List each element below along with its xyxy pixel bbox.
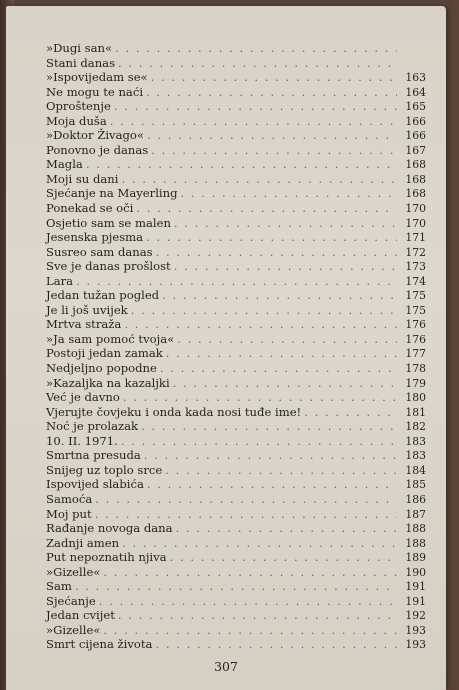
toc-entry — [46, 623, 426, 638]
toc-entry — [46, 361, 426, 376]
toc-entry-page: 183 — [405, 434, 426, 448]
toc-entry-page: 184 — [405, 463, 426, 477]
toc-entry-title: Moji su dani — [46, 171, 119, 186]
toc-entry-title: Noć je prolazak — [46, 419, 139, 434]
dot-leader — [110, 114, 397, 129]
toc-entry-page: 170 — [405, 202, 426, 216]
toc-entry-page: 163 — [405, 71, 426, 85]
toc-entry — [46, 99, 426, 114]
toc-entry — [46, 245, 426, 260]
toc-entry-page: 187 — [405, 507, 426, 521]
toc-entry-page: 167 — [405, 143, 426, 157]
toc-entry — [46, 579, 426, 594]
toc-entry-title: Samoća — [46, 491, 93, 506]
toc-entry-title: Ispovijed slabića — [46, 477, 144, 492]
toc-entry-page: 173 — [405, 260, 426, 274]
dot-leader — [99, 594, 397, 609]
toc-entry-title: Osjetio sam se malen — [46, 215, 171, 230]
dot-leader — [124, 317, 397, 332]
toc-entry — [46, 463, 426, 478]
toc-entry-title: Zadnji amen — [46, 535, 120, 550]
toc-entry — [46, 521, 426, 536]
dot-leader — [174, 259, 397, 274]
book-page — [6, 6, 446, 690]
toc-entry — [46, 550, 426, 565]
dot-leader — [103, 565, 397, 580]
toc-entry-title: Ne mogu te naći — [46, 84, 144, 99]
toc-entry — [46, 186, 426, 201]
toc-entry — [46, 507, 426, 522]
toc-entry-title: Moja duša — [46, 113, 107, 128]
toc-entry — [46, 376, 426, 391]
dot-leader — [160, 361, 397, 376]
dot-leader — [156, 245, 397, 260]
toc-entry-title: Vjerujte čovjeku i onda kada nosi tuđe ime! — [46, 404, 302, 419]
toc-entry-page: 166 — [405, 114, 426, 128]
toc-entry-title: »Gizelle« — [46, 564, 101, 579]
toc-entry-title: Postoji jedan zamak — [46, 346, 163, 361]
toc-entry-title: Ponekad se oči — [46, 201, 134, 216]
toc-entry-title: Jedan cvijet — [46, 608, 115, 623]
toc-entry — [46, 594, 426, 609]
toc-entry-page: 188 — [405, 536, 426, 550]
dot-leader — [114, 99, 397, 114]
toc-entry-page: 168 — [405, 172, 426, 186]
dot-leader — [155, 637, 397, 652]
toc-entry-page: 183 — [405, 449, 426, 463]
toc-entry-title: Već je davno — [46, 390, 120, 405]
toc-entry — [46, 565, 426, 580]
dot-leader — [123, 390, 397, 405]
toc-entry-title: Magla — [46, 157, 83, 172]
toc-entry-title: Susreo sam danas — [46, 244, 153, 259]
toc-entry-page: 177 — [405, 347, 426, 361]
toc-entry-page: 181 — [405, 405, 426, 419]
dot-leader — [166, 346, 397, 361]
toc-entry — [46, 70, 426, 85]
toc-entry-page: 171 — [405, 231, 426, 245]
toc-entry — [46, 288, 426, 303]
toc-entry-title: Oproštenje — [46, 99, 111, 114]
toc-entry-title: Sjećanje — [46, 593, 96, 608]
dot-leader — [176, 521, 397, 536]
toc-entry — [46, 405, 426, 420]
dot-leader — [144, 448, 397, 463]
dot-leader — [146, 230, 397, 245]
toc-entry-page: 193 — [405, 638, 426, 652]
dot-leader — [151, 143, 397, 158]
toc-entry-page: 190 — [405, 565, 426, 579]
toc-entry — [46, 303, 426, 318]
table-of-contents — [46, 41, 426, 652]
toc-entry-page: 174 — [405, 274, 426, 288]
toc-entry — [46, 157, 426, 172]
dot-leader — [147, 477, 397, 492]
dot-leader — [174, 216, 397, 231]
dot-leader — [95, 507, 397, 522]
dot-leader — [173, 376, 397, 391]
toc-entry-title: Ponovno je danas — [46, 142, 149, 157]
toc-entry-title: Smrt cijena života — [46, 637, 153, 652]
toc-entry-page: 188 — [405, 522, 426, 536]
dot-leader — [141, 419, 397, 434]
toc-entry — [46, 143, 426, 158]
toc-entry-page: 191 — [405, 580, 426, 594]
toc-entry-page: 168 — [405, 187, 426, 201]
toc-entry — [46, 259, 426, 274]
toc-entry-page: 166 — [405, 129, 426, 143]
toc-entry-title: Sjećanje na Mayerling — [46, 186, 178, 201]
toc-entry — [46, 41, 426, 56]
toc-entry-page: 176 — [405, 318, 426, 332]
dot-leader — [151, 70, 397, 85]
toc-entry — [46, 128, 426, 143]
toc-entry — [46, 434, 426, 449]
toc-entry-page: 178 — [405, 362, 426, 376]
toc-entry — [46, 114, 426, 129]
toc-entry — [46, 448, 426, 463]
toc-entry-page: 172 — [405, 245, 426, 259]
toc-entry-title: »Doktor Živago« — [46, 128, 144, 143]
dot-leader — [121, 434, 397, 449]
toc-entry — [46, 172, 426, 187]
toc-entry — [46, 230, 426, 245]
dot-leader — [147, 128, 397, 143]
toc-entry-title: Moj put — [46, 506, 92, 521]
toc-entry-page: 179 — [405, 376, 426, 390]
toc-entry-title: Mrtva straža — [46, 317, 122, 332]
dot-leader — [162, 288, 397, 303]
toc-entry-title: Snijeg uz toplo srce — [46, 462, 163, 477]
toc-entry-page: 164 — [405, 85, 426, 99]
toc-entry — [46, 332, 426, 347]
toc-entry-page: 185 — [405, 478, 426, 492]
dot-leader — [76, 274, 397, 289]
toc-entry-title: Sam — [46, 579, 72, 594]
dot-leader — [115, 41, 397, 56]
toc-entry-page: 192 — [405, 609, 426, 623]
toc-entry-title: Sve je danas prošlost — [46, 259, 171, 274]
dot-leader — [121, 172, 397, 187]
toc-entry-title: »Ispovijedam se« — [46, 70, 148, 85]
toc-entry — [46, 85, 426, 100]
toc-entry-page: 189 — [405, 551, 426, 565]
toc-entry-title: Smrtna presuda — [46, 448, 141, 463]
toc-entry — [46, 536, 426, 551]
toc-entry — [46, 637, 426, 652]
toc-entry-title: Put nepoznatih njiva — [46, 550, 167, 565]
dot-leader — [181, 186, 397, 201]
dot-leader — [95, 492, 397, 507]
toc-entry-title: »Dugi san« — [46, 41, 113, 55]
toc-entry-title: Nedjeljno popodne — [46, 361, 157, 376]
dot-leader — [146, 85, 397, 100]
toc-entry-title: 10. II. 1971. — [46, 433, 118, 448]
dot-leader — [86, 157, 397, 172]
toc-entry-title: »Kazaljka na kazaljki — [46, 375, 170, 390]
dot-leader — [75, 579, 397, 594]
toc-entry-page: 176 — [405, 332, 426, 346]
toc-entry-page: 193 — [405, 623, 426, 637]
dot-leader — [177, 332, 397, 347]
toc-entry-title: Jedan tužan pogled — [46, 288, 160, 303]
toc-entry — [46, 608, 426, 623]
page-number: 307 — [214, 659, 238, 674]
dot-leader — [118, 56, 397, 71]
toc-entry-page: 180 — [405, 391, 426, 405]
toc-entry-page: 168 — [405, 158, 426, 172]
toc-entry — [46, 216, 426, 231]
toc-entry — [46, 201, 426, 216]
dot-leader — [118, 608, 397, 623]
dot-leader — [136, 201, 397, 216]
dot-leader — [103, 623, 397, 638]
toc-entry-title: Jesenska pjesma — [46, 230, 144, 245]
toc-entry-title: »Ja sam pomoć tvoja« — [46, 331, 175, 346]
toc-entry — [46, 477, 426, 492]
toc-entry-title: Rađanje novoga dana — [46, 521, 173, 536]
toc-entry — [46, 492, 426, 507]
toc-entry-title: Stani danas — [46, 55, 116, 70]
toc-entry — [46, 346, 426, 361]
toc-entry-page: 165 — [405, 100, 426, 114]
toc-entry-page: 170 — [405, 216, 426, 230]
toc-entry — [46, 390, 426, 405]
toc-entry — [46, 419, 426, 434]
dot-leader — [304, 405, 397, 420]
dot-leader — [165, 463, 397, 478]
dot-leader — [122, 536, 397, 551]
toc-entry-title: Lara — [46, 273, 74, 288]
dot-leader — [170, 550, 397, 565]
toc-entry-title: »Gizelle« — [46, 622, 101, 637]
toc-entry-page: 186 — [405, 492, 426, 506]
toc-entry — [46, 317, 426, 332]
toc-entry-page: 175 — [405, 289, 426, 303]
dot-leader — [131, 303, 397, 318]
toc-entry — [46, 274, 426, 289]
toc-entry-page: 191 — [405, 594, 426, 608]
toc-entry-page: 182 — [405, 420, 426, 434]
toc-entry-title: Je li još uvijek — [46, 302, 128, 317]
toc-entry-page: 175 — [405, 303, 426, 317]
toc-entry — [46, 56, 426, 71]
